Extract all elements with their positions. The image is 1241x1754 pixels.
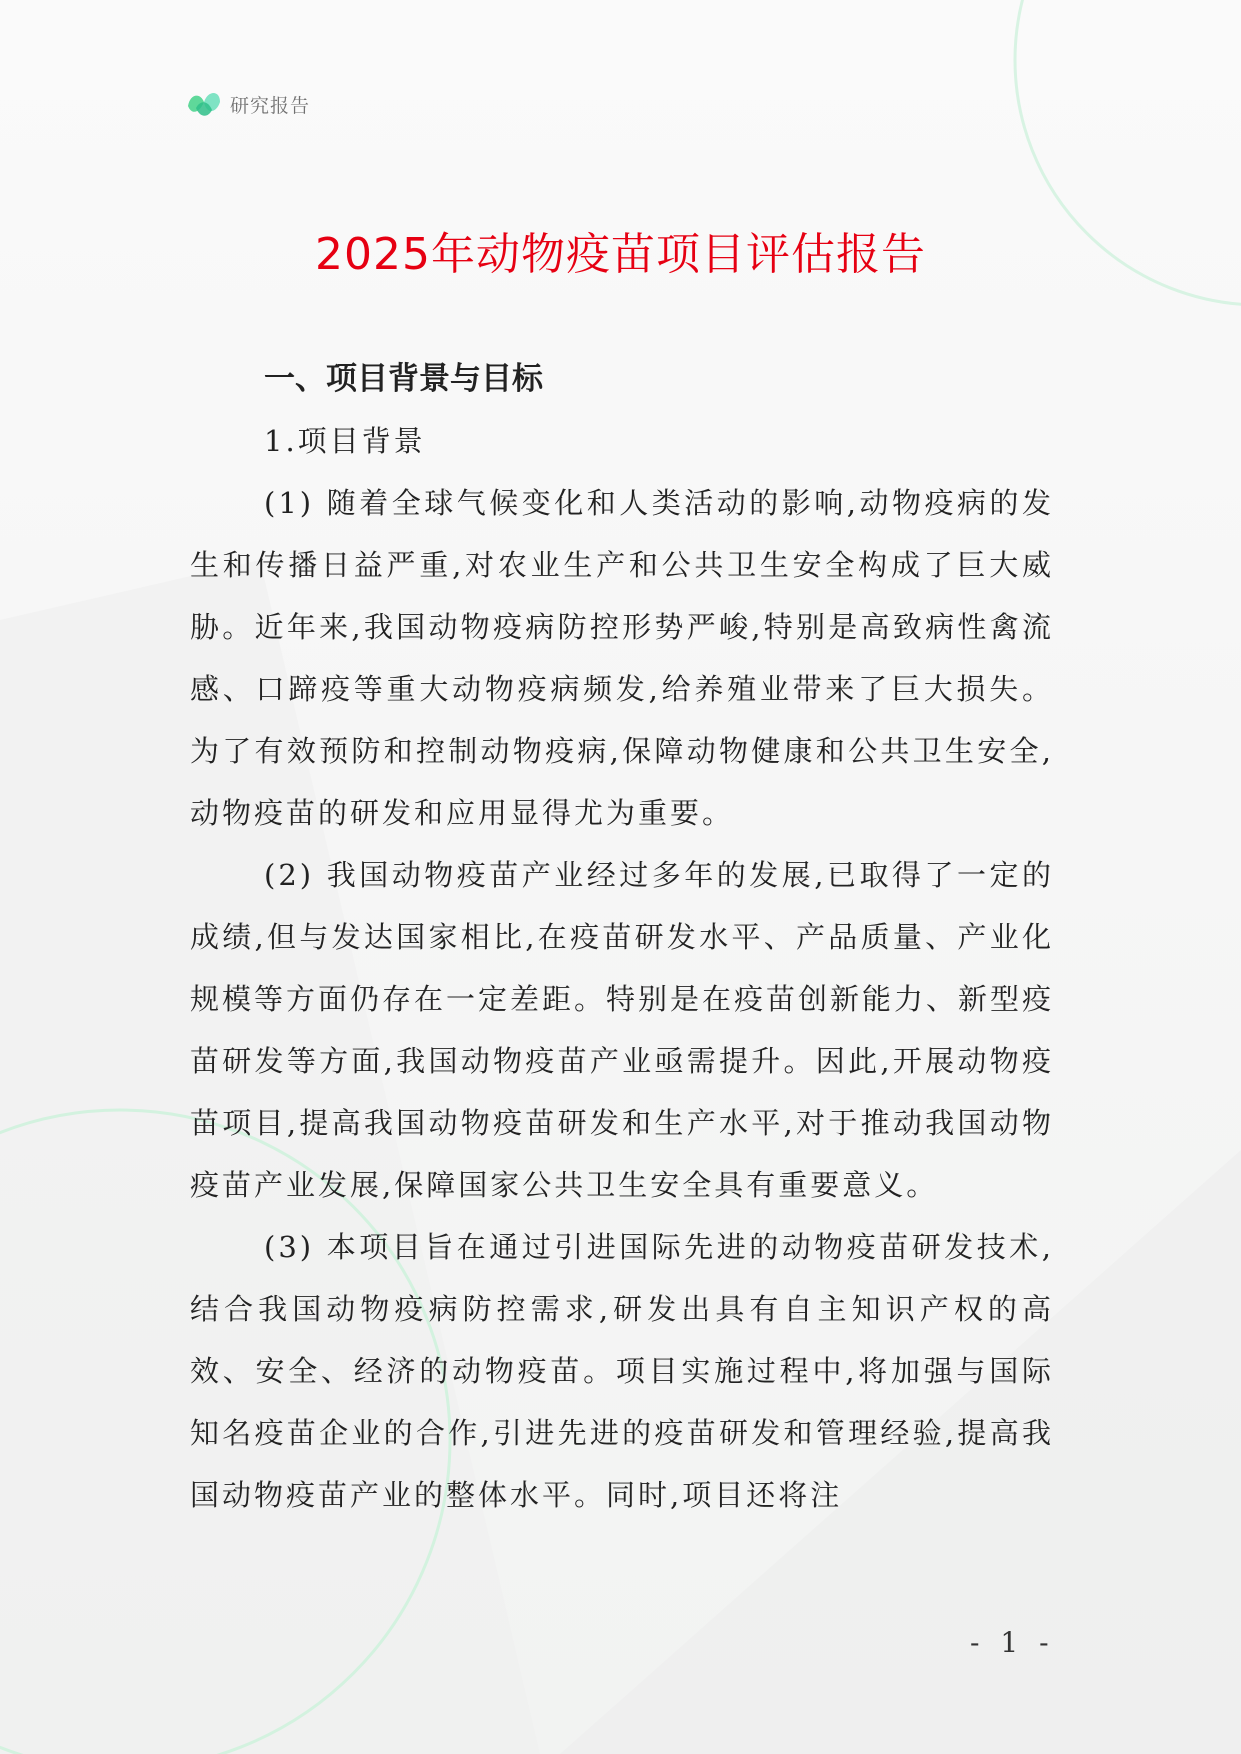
paragraph-1: (1) 随着全球气候变化和人类活动的影响,动物疫病的发生和传播日益严重,对农业生产和公共卫生安全构成了巨大威胁。近年来,我国动物疫病防控形势严峻,特别是高致病性禽流感、口蹄疫等重大动物疫病频发,给养殖业带来了巨大损失。为了有效预防和控制动物疫病,保障动物健康和公共卫生安全,动物疫苗的研发和应用显得尤为重要。 <box>190 486 1054 830</box>
header <box>186 88 310 120</box>
paragraph-3: (3) 本项目旨在通过引进国际先进的动物疫苗研发技术,结合我国动物疫病防控需求,研发出具有自主知识产权的高效、安全、经济的动物疫苗。项目实施过程中,将加强与国际知名疫苗企业的合作,引进先进的疫苗研发和管理经验,提高我国动物疫苗产业的整体水平。同时,项目还将注 <box>190 1230 1054 1512</box>
leaf-logo-icon <box>186 88 222 120</box>
section-title: 一、项目背景与目标 <box>264 361 543 397</box>
document-title: 2025年动物疫苗项目评估报告 <box>315 229 926 280</box>
paragraph-2: (2) 我国动物疫苗产业经过多年的发展,已取得了一定的成绩,但与发达国家相比,在疫苗研发水平、产品质量、产业化规模等方面仍存在一定差距。特别是在疫苗创新能力、新型疫苗研发等方面,我国动物疫苗产业亟需提升。因此,开展动物疫苗项目,提高我国动物疫苗研发和生产水平,对于推动我国动物疫苗产业发展,保障国家公共卫生安全具有重要意义。 <box>190 858 1055 1202</box>
header-label: 研究报告 <box>230 94 311 117</box>
subsection-title: 1.项目背景 <box>264 424 426 458</box>
page-number: - 1 - <box>970 1626 1055 1659</box>
document-body <box>190 348 1054 1526</box>
